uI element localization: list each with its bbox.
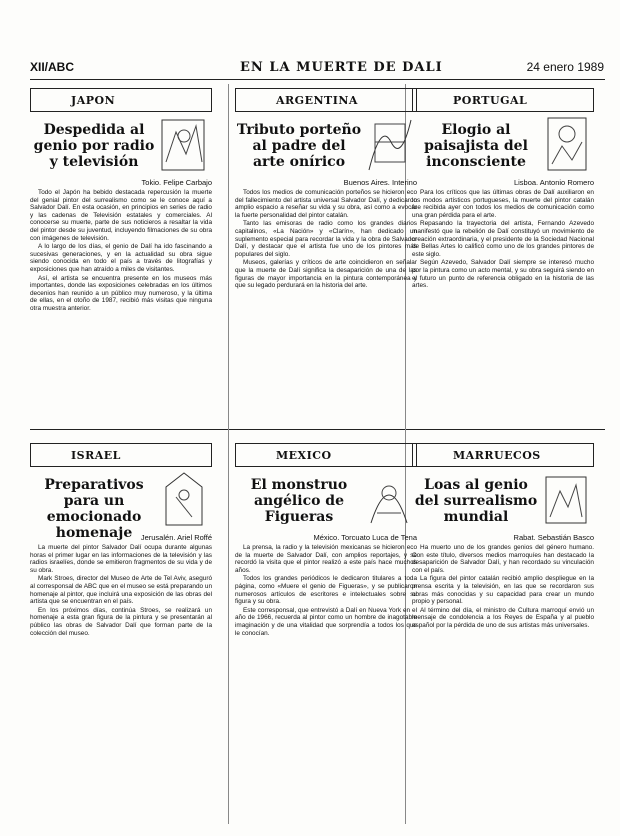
headline: Despedida al genio por radio y televisión <box>33 122 155 170</box>
article-body <box>30 544 212 637</box>
article-israel <box>30 443 212 638</box>
headline: Elogio al paisajista del inconsciente <box>424 122 528 170</box>
byline: Rabat. Sebastián Basco <box>513 533 594 542</box>
paragraph: Este corresponsal, que entrevistó a Dalí en Nueva York en el año de 1966, recuerda al pintor como un hombre de inagotable imaginación y de una vitalidad que sorprendía a todos los que le conocían. <box>235 606 417 637</box>
paragraph: Repasando la trayectoria del artista, Fernando Azevedo manifestó que la rebelión de Dalí constituyó un movimiento de creación extraordinaria, y el presidente de la Sociedad Nacional de Bellas Artes lo calificó como uno de los grandes pintores de este siglo. <box>412 220 594 258</box>
byline: México. Torcuato Luca de Tena <box>313 533 417 542</box>
paragraph: Tanto las emisoras de radio como los grandes diarios capitalinos, «La Nación» y «Clarín», han dedicado un suplemento especial para recordar la vida y la obra de Salvador Dalí, y destacar que el artista fue uno de los pintores más populares del siglo. <box>235 220 417 258</box>
paragraph: Museos, galerías y críticos de arte coincidieron en señalar que la muerte de Dalí significa la desaparición de una de las figuras de mayor importancia en la pintura contemporánea y que su legado perdurará en la historia del arte. <box>235 259 417 290</box>
paragraph: Ha muerto uno de los grandes genios del género humano. Con este título, diversos medios marroquíes han destacado la desaparición de Salvador Dalí, y han recordado su vinculación con el país. <box>412 544 594 574</box>
illustration <box>361 467 417 531</box>
byline: Lisboa. Antonio Romero <box>513 178 594 187</box>
article-japon <box>30 88 212 314</box>
country-tag: JAPON <box>30 88 212 112</box>
illustration <box>361 112 417 176</box>
country-tag: MEXICO <box>235 443 417 467</box>
paragraph: Todo el Japón ha bebido destacada repercusión la muerte del genial pintor del surrealismo como se le conoce aquí a Salvador Dalí. En esta ocasión, en principios en series de radio y las cadenas de Televisión estatales y comerciales. Al conocerse su muerte, parte de sus noticieros a resaltar la vida del pintor desde su juventud, incluyendo filmaciones de su obra con imágenes de televisión. <box>30 189 212 242</box>
issue-date: 24 enero 1989 <box>526 60 604 74</box>
country-tag: MARRUECOS <box>412 443 594 467</box>
country-tag: ARGENTINA <box>235 88 417 112</box>
paragraph: Todos los medios de comunicación porteños se hicieron eco del fallecimiento del artista universal Salvador Dalí, y dedicaron amplio espacio a reseñar su vida y su obra, así como a evocar la fuerte personalidad del pintor catalán. <box>235 189 417 219</box>
header-rule <box>30 79 605 80</box>
paragraph: Según Azevedo, Salvador Dalí siempre se interesó mucho por la pintura como un acto mental, y su obra seguirá siendo en el futuro un punto de referencia obligado en la historia de las artes. <box>412 259 594 290</box>
paragraph: Al término del día, el ministro de Cultura marroquí envió un mensaje de condolencia a los Reyes de España y al pueblo español por la pérdida de uno de sus artistas más universales. <box>412 606 594 629</box>
headline: El monstruo angélico de Figueras <box>250 477 348 525</box>
article-body <box>235 544 417 637</box>
byline: Jerusalén. Ariel Roffé <box>140 533 212 542</box>
page-header <box>30 60 612 78</box>
country-tag: ISRAEL <box>30 443 212 467</box>
article-body <box>412 189 594 290</box>
illustration <box>156 112 212 176</box>
article-body <box>235 189 417 290</box>
paragraph: La muerte del pintor Salvador Dalí ocupa durante algunas horas el primer lugar en las informaciones de la televisión y las radios israelíes, donde se emitieron fragmentos de su vida y de su obra. <box>30 544 212 574</box>
byline: Tokio. Felipe Carbajo <box>141 178 212 187</box>
paragraph: Mark Stroes, director del Museo de Arte de Tel Aviv, aseguró al corresponsal de ABC que en el museo se está preparando un homenaje al pintor, que incluirá una exposición de las obras del artista que se encuentran en el país. <box>30 575 212 606</box>
paragraph: Para los críticos que las últimas obras de Dalí auxiliaron en los modos artísticos portugueses, la muerte del pintor catalán fue recibida ayer con todos los medios de comunicación como una gran pérdida para el arte. <box>412 189 594 219</box>
column-divider <box>228 84 229 824</box>
illustration <box>156 467 212 531</box>
paragraph: La prensa, la radio y la televisión mexicanas se hicieron eco de la muerte de Salvador Dalí, con amplios reportajes, y se recordó la visita que el pintor realizó a este país hace muchos años. <box>235 544 417 574</box>
country-tag: PORTUGAL <box>412 88 594 112</box>
headline: Loas al genio del surrealismo mundial <box>414 477 538 525</box>
headline: Preparativos para un emocionado homenaje <box>44 477 144 541</box>
paragraph: Así, el artista se encuentra presente en los museos más importantes, donde las exposiciones celebradas en los últimos decenios han reunido a un público muy numeroso, y la última de ellas, en el otoño de 1987, recibió más visitas que ninguna otra muestra anterior. <box>30 274 212 312</box>
headline: Tributo porteño al padre del arte onírico <box>236 122 362 170</box>
paragraph: La figura del pintor catalán recibió amplio despliegue en la prensa escrita y la televisión, en las que se recordaron sus obras más conocidas y su capacidad para crear un mundo propio y personal. <box>412 575 594 606</box>
article-marruecos <box>412 443 594 631</box>
paragraph: En los próximos días, continúa Stroes, se realizará un homenaje a esta gran figura de la pintura y se presentarán al público las obras de Salvador Dalí que forman parte de la colección del museo. <box>30 606 212 637</box>
middle-rule <box>30 429 605 430</box>
article-body <box>412 544 594 630</box>
illustration <box>538 112 594 176</box>
illustration <box>538 467 594 531</box>
paragraph: Todos los grandes periódicos le dedicaron titulares a toda página, como «Muere el genio de Figueras», y se publicaron numerosos artículos de escritores e intelectuales sobre su figura y su obra. <box>235 575 417 606</box>
section-title: EN LA MUERTE DE DALI <box>240 60 443 75</box>
byline: Buenos Aires. Interino <box>343 178 417 187</box>
article-body <box>30 189 212 313</box>
article-argentina <box>235 88 417 291</box>
paragraph: A lo largo de los días, el genio de Dalí ha ido fascinando a sucesivas generaciones, y en la actualidad su obra sigue siendo conocida en todo el país a través de litografías y exposiciones que han atraído a miles de visitantes. <box>30 243 212 273</box>
article-portugal <box>412 88 594 291</box>
article-mexico <box>235 443 417 638</box>
page-number: XII/ABC <box>30 60 75 74</box>
